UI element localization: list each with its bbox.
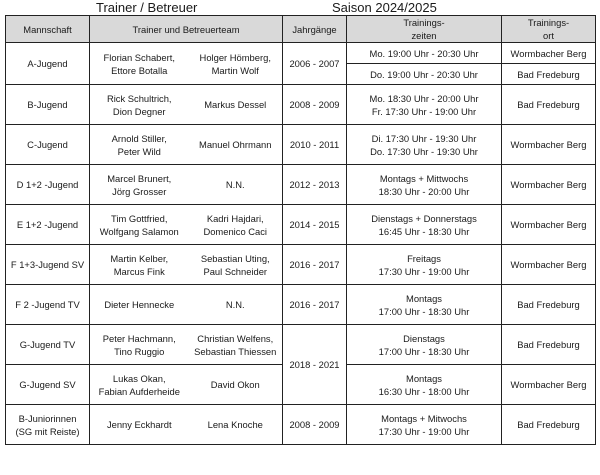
betreuer-cell — [189, 365, 283, 405]
birth-years: 2012 - 2013 — [289, 179, 340, 190]
betreuer-cell — [189, 43, 283, 85]
time-cell — [347, 85, 502, 125]
trainer-name: Dieter Hennecke — [104, 299, 175, 310]
betreuer-name: Domenico Caci — [203, 225, 268, 237]
years-cell — [283, 245, 347, 285]
years-cell — [283, 85, 347, 125]
betreuer-cell — [189, 85, 283, 125]
birth-years: 2010 - 2011 — [289, 139, 340, 150]
season-label: Saison 2024/2025 — [332, 0, 437, 15]
place-cell — [502, 405, 596, 445]
place-cell — [502, 64, 596, 85]
trainer-name: Peter Wild — [117, 145, 161, 157]
trainer-cell — [90, 125, 189, 165]
trainer-name: Jenny Eckhardt — [106, 419, 172, 430]
betreuer-name: Martin Wolf — [211, 64, 259, 76]
trainer-cell — [90, 165, 189, 205]
birth-years: 2014 - 2015 — [289, 219, 340, 230]
team-cell — [6, 405, 90, 445]
years-cell — [283, 43, 347, 85]
trainer-table — [5, 15, 596, 445]
place-cell — [502, 205, 596, 245]
training-time: Do. 17:30 Uhr - 19:30 Uhr — [370, 145, 478, 157]
table-row — [6, 125, 596, 165]
team-cell — [6, 365, 90, 405]
trainer-name: Fabian Aufderheide — [98, 385, 180, 397]
team-name: A-Jugend — [27, 58, 68, 69]
trainer-name: Marcel Brunert, — [107, 172, 172, 184]
trainer-name: Florian Schabert, — [103, 51, 175, 63]
training-time: 16:45 Uhr - 18:30 Uhr — [378, 225, 470, 237]
training-place: Bad Fredeburg — [517, 299, 580, 310]
table-row — [6, 285, 596, 325]
trainer-cell — [90, 405, 189, 445]
training-place: Wormbacher Berg — [510, 179, 587, 190]
training-place: Wormbacher Berg — [510, 219, 587, 230]
birth-years: 2016 - 2017 — [289, 299, 340, 310]
team-cell — [6, 165, 90, 205]
table-row — [6, 165, 596, 205]
time-cell — [347, 43, 502, 64]
betreuer-cell — [189, 245, 283, 285]
training-place: Wormbacher Berg — [510, 139, 587, 150]
years-cell — [283, 325, 347, 405]
place-cell — [502, 285, 596, 325]
years-cell — [283, 285, 347, 325]
years-cell — [283, 205, 347, 245]
time-cell — [347, 125, 502, 165]
team-cell — [6, 245, 90, 285]
trainer-cell — [90, 205, 189, 245]
team-cell — [6, 85, 90, 125]
place-cell — [502, 365, 596, 405]
col-header-times: Trainings- zeiten — [347, 16, 502, 43]
table-body — [6, 43, 596, 445]
years-cell — [283, 405, 347, 445]
time-cell — [347, 365, 502, 405]
table-row — [6, 405, 596, 445]
table-row — [6, 205, 596, 245]
training-time: 17:30 Uhr - 19:00 Uhr — [378, 265, 470, 277]
col-header-team: Mannschaft — [6, 16, 90, 43]
time-cell — [347, 64, 502, 85]
place-cell — [502, 125, 596, 165]
team-name: D 1+2 -Jugend — [16, 179, 79, 190]
training-place: Wormbacher Berg — [510, 379, 587, 390]
trainer-name: Tino Ruggio — [114, 345, 165, 357]
training-time: Do. 19:00 Uhr - 20:30 Uhr — [370, 68, 478, 80]
training-time: Freitags — [407, 252, 441, 264]
team-cell — [6, 125, 90, 165]
trainer-cell — [90, 85, 189, 125]
betreuer-cell — [189, 285, 283, 325]
table-row — [6, 325, 596, 365]
betreuer-cell — [189, 405, 283, 445]
betreuer-cell — [189, 165, 283, 205]
col-header-years: Jahrgänge — [283, 16, 347, 43]
years-cell — [283, 165, 347, 205]
training-place: Bad Fredeburg — [517, 99, 580, 110]
training-time: 16:30 Uhr - 18:00 Uhr — [378, 385, 470, 397]
trainer-name: Wolfgang Salamon — [99, 225, 179, 237]
table-row — [6, 43, 596, 64]
trainer-name: Peter Hachmann, — [102, 332, 176, 344]
betreuer-name: Manuel Ohrmann — [199, 139, 272, 150]
training-time: 17:00 Uhr - 18:30 Uhr — [378, 345, 470, 357]
page-title: Trainer / Betreuer — [96, 0, 198, 15]
time-cell — [347, 205, 502, 245]
trainer-name: Dion Degner — [112, 105, 166, 117]
col-header-place: Trainings- ort — [502, 16, 596, 43]
col-header-staff: Trainer und Betreuerteam — [90, 16, 283, 43]
training-time: Mo. 19:00 Uhr - 20:30 Uhr — [369, 47, 479, 59]
trainer-name: Martin Kelber, — [110, 252, 169, 264]
team-name: (SG mit Reiste) — [15, 425, 80, 437]
trainer-cell — [90, 43, 189, 85]
training-time: Dienstags — [403, 332, 445, 344]
team-cell — [6, 325, 90, 365]
trainer-cell — [90, 285, 189, 325]
years-cell — [283, 125, 347, 165]
team-name: F 1+3-Jugend SV — [10, 259, 85, 270]
place-cell — [502, 325, 596, 365]
team-cell — [6, 43, 90, 85]
birth-years: 2008 - 2009 — [289, 99, 340, 110]
training-time: Montags — [406, 372, 442, 384]
training-place: Wormbacher Berg — [510, 47, 587, 59]
place-cell — [502, 85, 596, 125]
team-cell — [6, 285, 90, 325]
birth-years: 2008 - 2009 — [289, 419, 340, 430]
birth-years: 2018 - 2021 — [289, 359, 340, 370]
birth-years: 2016 - 2017 — [289, 259, 340, 270]
betreuer-name: Markus Dessel — [204, 99, 267, 110]
trainer-name: Rick Schultrich, — [106, 92, 172, 104]
training-place: Bad Fredeburg — [517, 68, 580, 80]
place-cell — [502, 245, 596, 285]
place-cell — [502, 165, 596, 205]
team-name: F 2 -Jugend TV — [15, 299, 80, 310]
trainer-cell — [90, 365, 189, 405]
team-name: E 1+2 -Jugend — [16, 219, 79, 230]
page-header — [0, 0, 600, 16]
training-place: Wormbacher Berg — [510, 259, 587, 270]
betreuer-name: Sebastian Thiessen — [194, 345, 277, 357]
team-cell — [6, 205, 90, 245]
betreuer-cell — [189, 205, 283, 245]
betreuer-cell — [189, 325, 283, 365]
betreuer-name: Kadri Hajdari, — [206, 212, 264, 224]
betreuer-name: Sebastian Uting, — [200, 252, 270, 264]
training-time: Dienstags + Donnerstags — [371, 212, 477, 224]
team-name: G-Jugend SV — [19, 379, 76, 390]
trainer-name: Marcus Fink — [113, 265, 165, 277]
time-cell — [347, 165, 502, 205]
table-row — [6, 85, 596, 125]
training-time: Montags + Mittwochs — [379, 172, 469, 184]
betreuer-name: Paul Schneider — [203, 265, 268, 277]
time-cell — [347, 325, 502, 365]
betreuer-name: Christian Welfens, — [197, 332, 274, 344]
trainer-cell — [90, 325, 189, 365]
training-time: 18:30 Uhr - 20:00 Uhr — [378, 185, 470, 197]
place-cell — [502, 43, 596, 64]
team-name: C-Jugend — [27, 139, 68, 150]
team-name: B-Jugend — [27, 99, 68, 110]
table-header-row — [6, 16, 596, 43]
betreuer-name: Lena Knoche — [207, 419, 263, 430]
trainer-name: Ettore Botalla — [111, 64, 168, 76]
training-time: 17:00 Uhr - 18:30 Uhr — [378, 305, 470, 317]
training-place: Bad Fredeburg — [517, 339, 580, 350]
betreuer-name: Holger Hömberg, — [199, 51, 271, 63]
trainer-name: Jörg Grosser — [112, 185, 167, 197]
training-place: Bad Fredeburg — [517, 419, 580, 430]
training-time: Montags + Mitwochs — [381, 412, 467, 424]
table-row — [6, 245, 596, 285]
birth-years: 2006 - 2007 — [289, 58, 340, 69]
training-time: 17:30 Uhr - 19:00 Uhr — [378, 425, 470, 437]
training-time: Mo. 18:30 Uhr - 20:00 Uhr — [369, 92, 479, 104]
training-time: Di. 17:30 Uhr - 19:30 Uhr — [371, 132, 477, 144]
time-cell — [347, 245, 502, 285]
time-cell — [347, 285, 502, 325]
trainer-cell — [90, 245, 189, 285]
betreuer-cell — [189, 125, 283, 165]
time-cell — [347, 405, 502, 445]
trainer-name: Lukas Okan, — [112, 372, 166, 384]
trainer-name: Arnold Stiller, — [111, 132, 167, 144]
team-name: B-Juniorinnen — [18, 412, 77, 424]
betreuer-name: N.N. — [225, 299, 245, 310]
trainer-name: Tim Gottfried, — [111, 212, 168, 224]
training-time: Montags — [406, 292, 442, 304]
training-time: Fr. 17:30 Uhr - 19:00 Uhr — [371, 105, 477, 117]
team-name: G-Jugend TV — [19, 339, 76, 350]
betreuer-name: N.N. — [225, 179, 245, 190]
betreuer-name: David Okon — [210, 379, 260, 390]
